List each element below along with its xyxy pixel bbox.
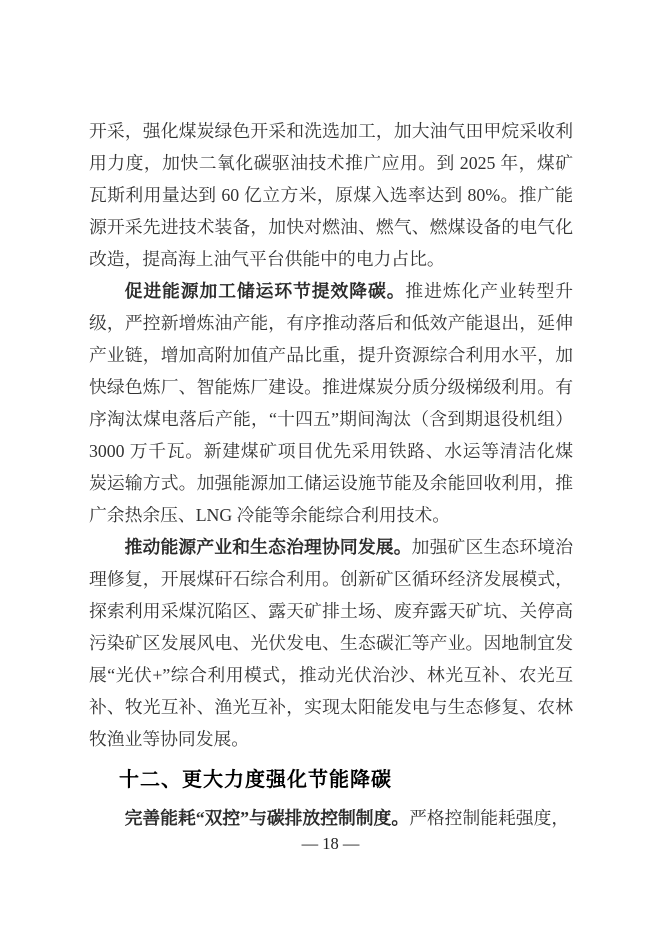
- page-number: — 18 —: [301, 834, 360, 853]
- paragraph-text: 开采，强化煤炭绿色开采和洗选加工，加大油气田甲烷采收利用力度，加快二氧化碳驱油技术推广应用。到 2025 年，煤矿瓦斯利用量达到 60 亿立方米，原煤入选率达到 80%。推广能源开采先进技术装备，加快对燃油、燃气、燃煤设备的电气化改造，提高海上油气平台供能中的电力占比。: [89, 121, 573, 269]
- paragraph-continuation: [89, 115, 573, 275]
- paragraph-lead: 完善能耗“双控”与碳排放控制制度。: [124, 808, 410, 828]
- paragraph-text: 严格控制能耗强度，: [409, 808, 570, 828]
- paragraph-ecology-coordination: [89, 531, 573, 755]
- paragraph-lead: 推动能源产业和生态治理协同发展。: [124, 537, 412, 557]
- section-heading: 十二、更大力度强化节能降碳: [119, 769, 392, 791]
- paragraph-energy-control: [89, 802, 573, 834]
- paragraph-energy-processing: [89, 275, 573, 531]
- paragraph-text: 加强矿区生态环境治理修复，开展煤矸石综合利用。创新矿区循环经济发展模式，探索利用采煤沉陷区、露天矿排土场、废弃露天矿坑、关停高污染矿区发展风电、光伏发电、生态碳汇等产业。因地制宜发展“光伏+”综合利用模式，推动光伏治沙、林光互补、农光互补、牧光互补、渔光互补，实现太阳能发电与生态修复、农林牧渔业等协同发展。: [89, 537, 573, 749]
- paragraph-lead: 促进能源加工储运环节提效降碳。: [124, 281, 406, 301]
- document-body: [89, 115, 573, 834]
- paragraph-text: 推进炼化产业转型升级，严控新增炼油产能，有序推动落后和低效产能退出，延伸产业链，增加高附加值产品比重，提升资源综合利用水平，加快绿色炼厂、智能炼厂建设。推进煤炭分质分级梯级利用。有序淘汰煤电落后产能，“十四五”期间淘汰（含到期退役机组）3000 万千瓦。新建煤矿项目优先采用铁路、水运等清洁化煤炭运输方式。加强能源加工储运设施节能及余能回收利用，推广余热余压、LNG 冷能等余能综合利用技术。: [89, 281, 573, 525]
